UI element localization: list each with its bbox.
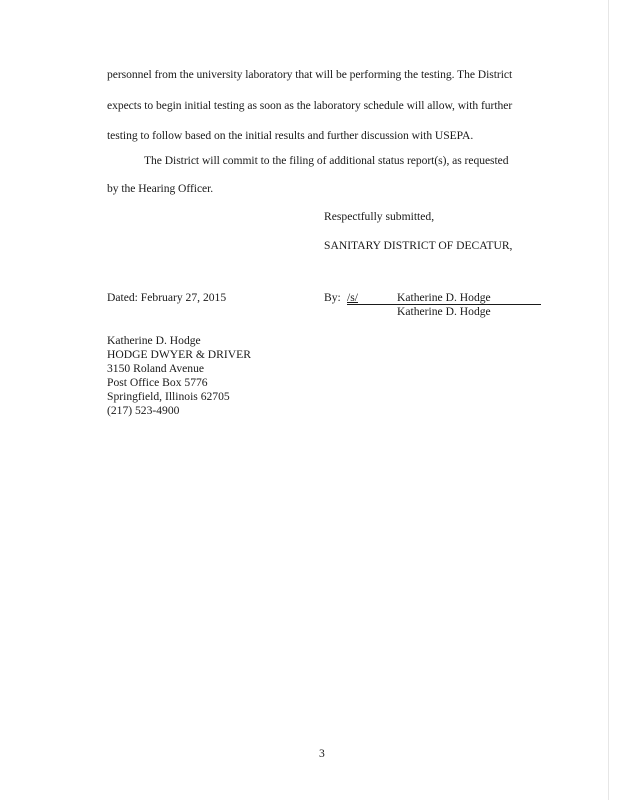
counsel-phone: (217) 523-4900 — [107, 404, 180, 417]
counsel-street: 3150 Roland Avenue — [107, 362, 205, 375]
closing-salutation: Respectfully submitted, — [324, 210, 435, 223]
counsel-name: Katherine D. Hodge — [107, 334, 201, 347]
page-edge-line — [608, 0, 609, 800]
paragraph1-line3: testing to follow based on the initial results and further discussion with USEPA. — [107, 129, 474, 142]
dated-line: Dated: February 27, 2015 — [107, 291, 227, 304]
closing-party: SANITARY DISTRICT OF DECATUR, — [324, 239, 513, 252]
signature-signed-name: Katherine D. Hodge — [397, 291, 491, 304]
signature-by-label: By: — [324, 291, 341, 304]
signature-printed-name: Katherine D. Hodge — [397, 305, 491, 318]
paragraph1-line2: expects to begin initial testing as soon as the laboratory schedule will allow, with further — [107, 99, 513, 112]
signature-slash-s: /s/ — [347, 291, 358, 304]
page-number: 3 — [319, 747, 325, 760]
counsel-firm: HODGE DWYER & DRIVER — [107, 348, 251, 361]
paragraph1-line1: personnel from the university laboratory that will be performing the testing. The District — [107, 68, 513, 81]
paragraph2-line1: The District will commit to the filing of additional status report(s), as requested — [144, 154, 509, 167]
paragraph2-line2: by the Hearing Officer. — [107, 182, 214, 195]
counsel-city-state-zip: Springfield, Illinois 62705 — [107, 390, 230, 403]
counsel-po-box: Post Office Box 5776 — [107, 376, 208, 389]
